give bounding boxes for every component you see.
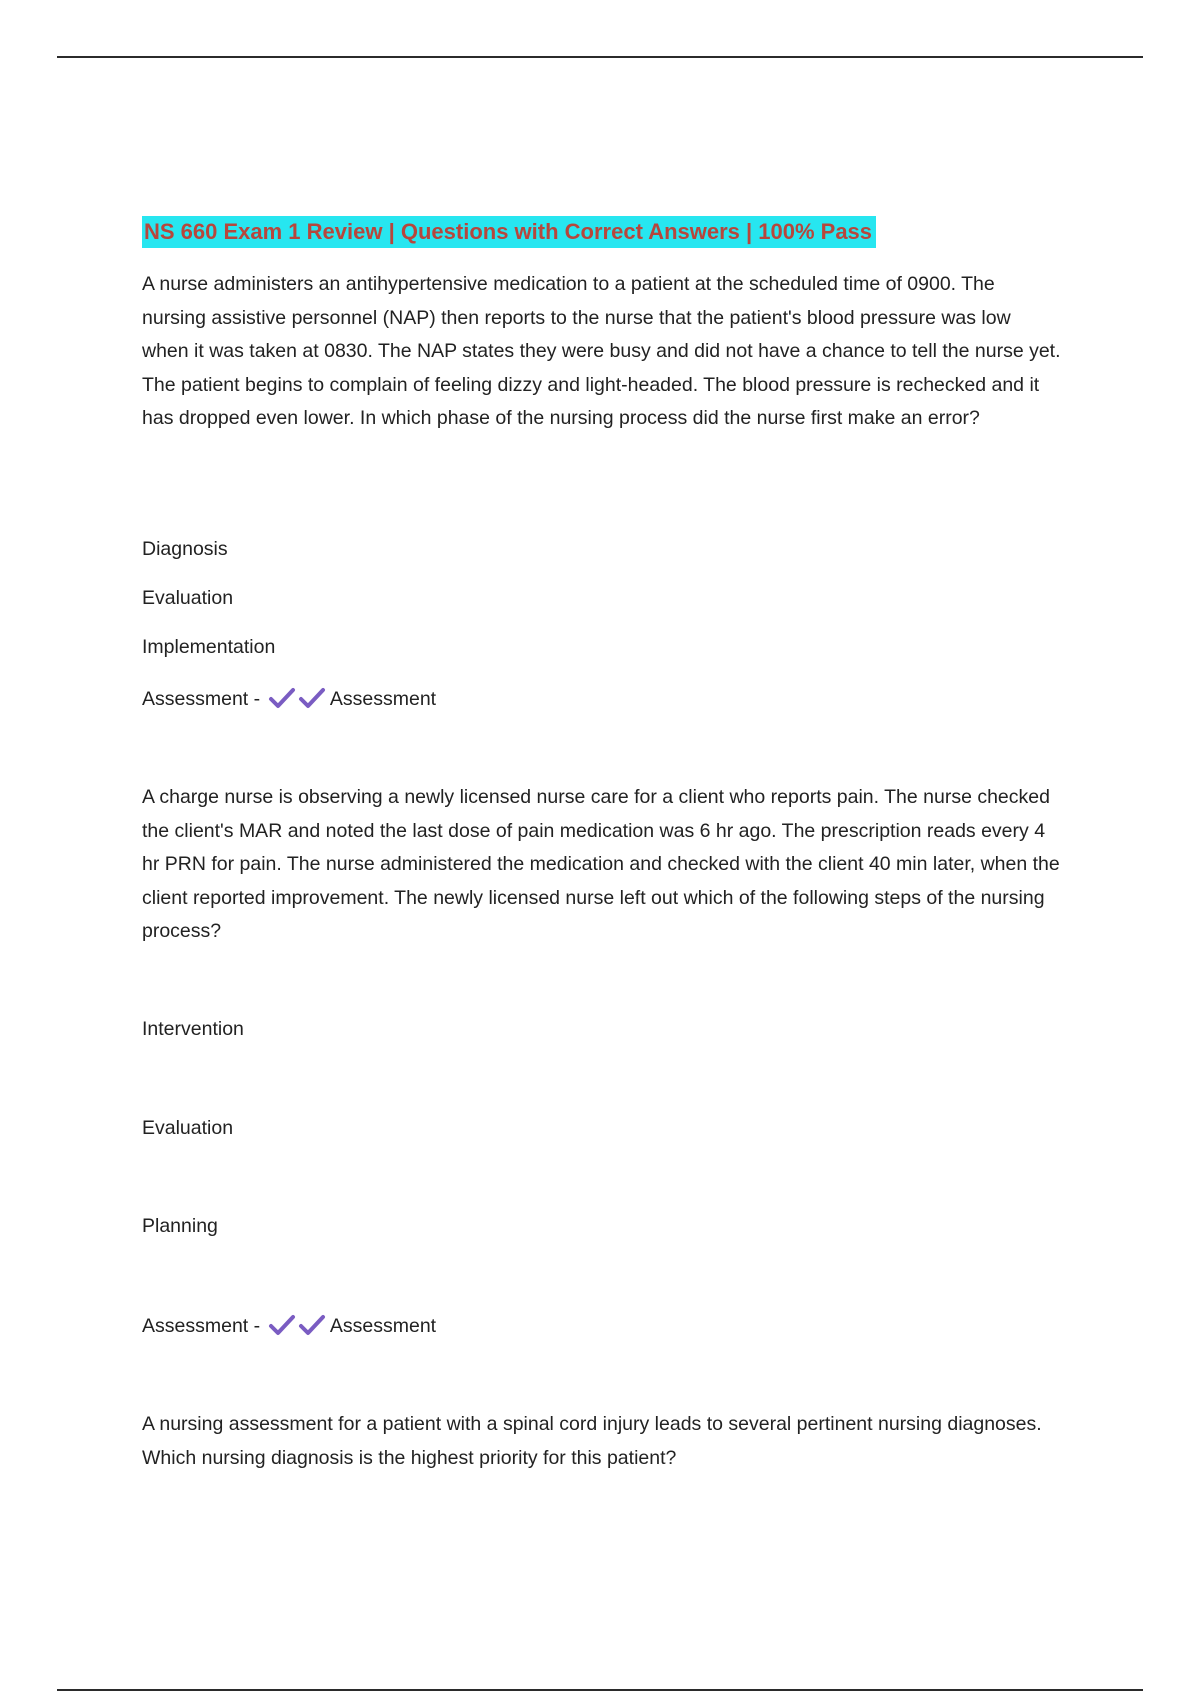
question-1-answer-text: Assessment bbox=[329, 688, 437, 710]
question-1-option-2: Evaluation bbox=[142, 587, 234, 609]
footer-rule bbox=[57, 1689, 1143, 1691]
question-2-option-1: Intervention bbox=[142, 1018, 244, 1040]
question-1-option-3: Implementation bbox=[142, 636, 276, 658]
question-2-answer-prefix: Assessment - bbox=[142, 1315, 261, 1337]
checkmark-icon bbox=[298, 687, 326, 709]
question-2-answer bbox=[142, 1312, 436, 1340]
question-1-answer-prefix: Assessment - bbox=[142, 688, 261, 710]
question-3 bbox=[142, 1408, 1062, 1475]
question-3-text: A nursing assessment for a patient with a spinal cord injury leads to several pertinent nursing diagnoses. Which nursing diagnosis is the highest priority for this patient? bbox=[142, 1413, 1042, 1469]
checkmark-icon bbox=[268, 1314, 296, 1336]
header-rule bbox=[57, 56, 1143, 58]
checkmark-icon bbox=[268, 687, 296, 709]
question-2-answer-text: Assessment bbox=[329, 1315, 437, 1337]
checkmark-icon bbox=[298, 1314, 326, 1336]
question-1-answer bbox=[142, 685, 436, 713]
question-1 bbox=[142, 268, 1062, 436]
question-1-option-1: Diagnosis bbox=[142, 538, 228, 560]
question-2-text: A charge nurse is observing a newly licensed nurse care for a client who reports pain. The nurse checked the client's MAR and noted the last dose of pain medication was 6 hr ago. The prescription reads every 4 hr PRN for pain. The nurse administered the medication and checked with the client 40 min later, when the client reported improvement. The newly licensed nurse left out which of the following steps of the nursing process? bbox=[142, 786, 1060, 943]
title-container bbox=[142, 216, 876, 248]
question-2-option-2: Evaluation bbox=[142, 1117, 234, 1139]
document-title: NS 660 Exam 1 Review | Questions with Correct Answers | 100% Pass bbox=[142, 216, 876, 248]
question-2-option-3: Planning bbox=[142, 1215, 218, 1237]
question-1-text: A nurse administers an antihypertensive medication to a patient at the scheduled time of 0900. The nursing assistive personnel (NAP) then reports to the nurse that the patient's blood pressure was low when it was taken at 0830. The NAP states they were busy and did not have a chance to tell the nurse yet. The patient begins to complain of feeling dizzy and light-headed. The blood pressure is rechecked and it has dropped even lower. In which phase of the nursing process did the nurse first make an error? bbox=[142, 273, 1061, 430]
question-2 bbox=[142, 781, 1062, 949]
